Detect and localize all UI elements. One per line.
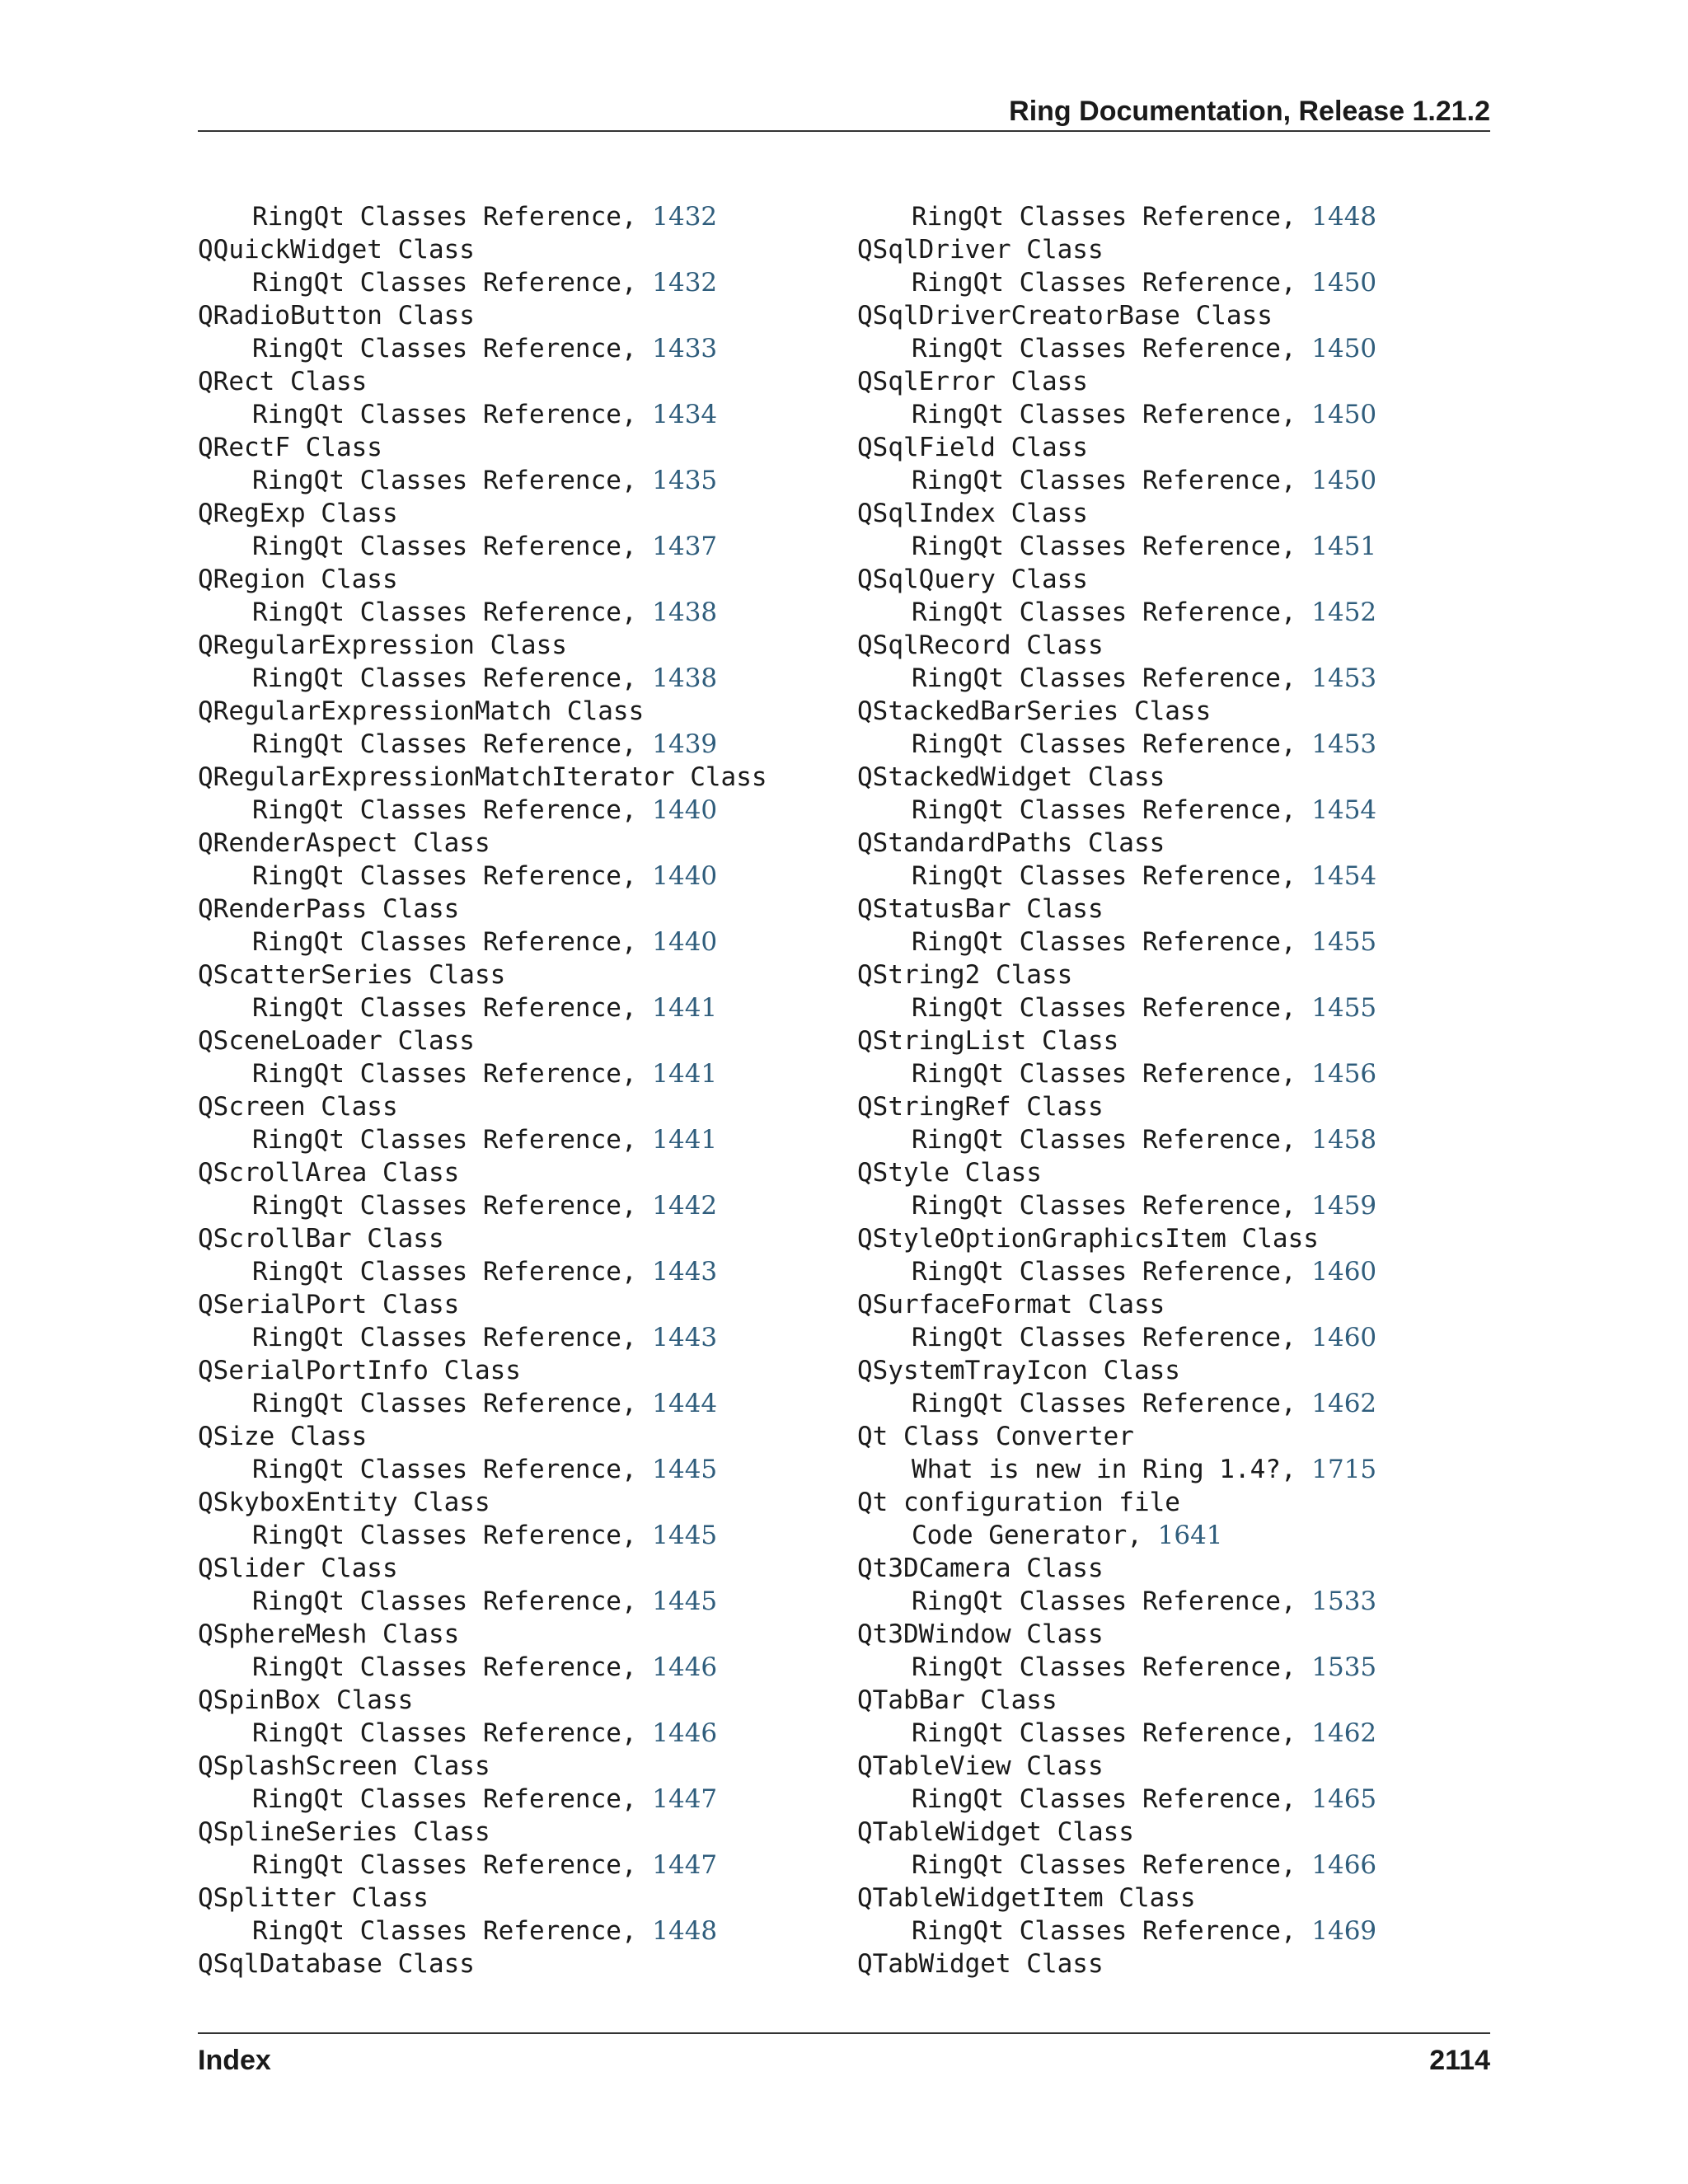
index-subentry xyxy=(198,200,824,233)
index-subentry-label: RingQt Classes Reference xyxy=(912,598,1281,627)
index-separator: , xyxy=(1280,334,1312,363)
page-number-link[interactable]: 1432 xyxy=(652,268,718,298)
index-separator: , xyxy=(1280,202,1312,232)
index-subentry-label: Code Generator xyxy=(912,1521,1128,1550)
index-separator: , xyxy=(621,1916,653,1946)
index-subentry-label: RingQt Classes Reference xyxy=(252,466,621,495)
page-number-link[interactable]: 1465 xyxy=(1311,1784,1377,1814)
page-number-link[interactable]: 1438 xyxy=(652,598,718,627)
index-subentry xyxy=(198,1717,824,1750)
page-number-link[interactable]: 1439 xyxy=(652,729,718,759)
page-number-link[interactable]: 1445 xyxy=(652,1521,718,1550)
page-number-link[interactable]: 1448 xyxy=(652,1916,718,1946)
index-subentry xyxy=(857,662,1484,695)
page-number-link[interactable]: 1459 xyxy=(1311,1191,1377,1221)
index-separator: , xyxy=(621,598,653,627)
index-separator: , xyxy=(1280,1784,1312,1814)
index-subentry xyxy=(857,1453,1484,1486)
index-separator: , xyxy=(621,532,653,561)
index-subentry-label: RingQt Classes Reference xyxy=(912,202,1281,232)
index-entry: QStandardPaths Class xyxy=(857,828,1165,858)
index-entry: QSpinBox Class xyxy=(198,1685,414,1715)
index-subentry-label: RingQt Classes Reference xyxy=(912,1850,1281,1880)
index-subentry xyxy=(198,530,824,563)
page-number-link[interactable]: 1442 xyxy=(652,1191,718,1221)
page-number-link[interactable]: 1535 xyxy=(1311,1652,1377,1682)
page-number-link[interactable]: 1450 xyxy=(1311,400,1377,429)
index-entry: QTabBar Class xyxy=(857,1685,1057,1715)
page-number-link[interactable]: 1440 xyxy=(652,795,718,825)
page-number-link[interactable]: 1443 xyxy=(652,1323,718,1352)
page-number-link[interactable]: 1438 xyxy=(652,663,718,693)
index-subentry xyxy=(857,860,1484,893)
page-number-link[interactable]: 1460 xyxy=(1311,1323,1377,1352)
page-number-link[interactable]: 1433 xyxy=(652,334,718,363)
page-number-link[interactable]: 1443 xyxy=(652,1257,718,1286)
page-number-link[interactable]: 1434 xyxy=(652,400,718,429)
index-separator: , xyxy=(621,1850,653,1880)
page-number-link[interactable]: 1450 xyxy=(1311,334,1377,363)
index-subentry-label: RingQt Classes Reference xyxy=(912,1586,1281,1616)
index-subentry-label: What is new in Ring 1.4? xyxy=(912,1455,1281,1484)
page-number-link[interactable]: 1462 xyxy=(1311,1718,1377,1748)
index-separator: , xyxy=(1280,268,1312,298)
index-separator: , xyxy=(1280,1257,1312,1286)
index-subentry xyxy=(857,1783,1484,1816)
page-number-link[interactable]: 1437 xyxy=(652,532,718,561)
index-subentry-label: RingQt Classes Reference xyxy=(912,1191,1281,1221)
index-subentry xyxy=(198,1585,824,1618)
index-subentry-label: RingQt Classes Reference xyxy=(252,1125,621,1155)
footer-section-label: Index xyxy=(198,2045,271,2076)
index-subentry xyxy=(198,662,824,695)
index-subentry xyxy=(198,464,824,497)
index-subentry xyxy=(198,1849,824,1882)
index-separator: , xyxy=(1127,1521,1158,1550)
footer-page-number: 2114 xyxy=(1429,2045,1490,2076)
index-separator: , xyxy=(1280,1059,1312,1089)
index-subentry xyxy=(198,926,824,958)
index-entry: QSqlDatabase Class xyxy=(198,1949,475,1979)
index-subentry xyxy=(198,1057,824,1090)
index-subentry xyxy=(198,596,824,629)
page-number-link[interactable]: 1453 xyxy=(1311,663,1377,693)
index-subentry xyxy=(857,728,1484,761)
index-subentry-label: RingQt Classes Reference xyxy=(252,1257,621,1286)
page-number-link[interactable]: 1458 xyxy=(1311,1125,1377,1155)
index-entry: QSerialPort Class xyxy=(198,1290,460,1319)
index-entry: QSurfaceFormat Class xyxy=(857,1290,1165,1319)
index-separator: , xyxy=(621,1257,653,1286)
index-entry: QScrollBar Class xyxy=(198,1224,444,1254)
page-number-link[interactable]: 1453 xyxy=(1311,729,1377,759)
page-number-link[interactable]: 1446 xyxy=(652,1652,718,1682)
index-entry: QScrollArea Class xyxy=(198,1158,460,1188)
index-separator: , xyxy=(1280,795,1312,825)
index-subentry-label: RingQt Classes Reference xyxy=(252,334,621,363)
page-number-link[interactable]: 1448 xyxy=(1311,202,1377,232)
index-subentry xyxy=(198,332,824,365)
index-entry: QRenderAspect Class xyxy=(198,828,490,858)
index-subentry xyxy=(857,596,1484,629)
index-separator: , xyxy=(1280,1191,1312,1221)
index-entry: QStyle Class xyxy=(857,1158,1042,1188)
page-number-link[interactable]: 1456 xyxy=(1311,1059,1377,1089)
index-subentry xyxy=(198,1519,824,1552)
index-entry: QSqlField Class xyxy=(857,433,1088,462)
index-separator: , xyxy=(621,1059,653,1089)
index-entry: QSplashScreen Class xyxy=(198,1751,490,1781)
index-entry: QSplineSeries Class xyxy=(198,1817,490,1847)
page-number-link[interactable]: 1444 xyxy=(652,1389,718,1418)
index-subentry-label: RingQt Classes Reference xyxy=(912,1718,1281,1748)
index-entry: QSerialPortInfo Class xyxy=(198,1356,521,1385)
index-separator: , xyxy=(1280,729,1312,759)
index-entry: QSqlError Class xyxy=(857,367,1088,396)
index-subentry-label: RingQt Classes Reference xyxy=(252,1389,621,1418)
index-separator: , xyxy=(1280,1586,1312,1616)
index-subentry-label: RingQt Classes Reference xyxy=(252,1455,621,1484)
index-entry: QRect Class xyxy=(198,367,368,396)
page-number-link[interactable]: 1440 xyxy=(652,861,718,891)
index-subentry-label: RingQt Classes Reference xyxy=(252,1191,621,1221)
index-separator: , xyxy=(621,334,653,363)
index-subentry-label: RingQt Classes Reference xyxy=(912,1652,1281,1682)
index-subentry-label: RingQt Classes Reference xyxy=(252,1652,621,1682)
page-number-link[interactable]: 1452 xyxy=(1311,598,1377,627)
index-entry: QSqlDriverCreatorBase Class xyxy=(857,301,1273,330)
index-separator: , xyxy=(1280,1125,1312,1155)
index-subentry xyxy=(857,1717,1484,1750)
index-entry: Qt3DWindow Class xyxy=(857,1619,1104,1649)
index-entry: QStyleOptionGraphicsItem Class xyxy=(857,1224,1319,1254)
index-subentry-label: RingQt Classes Reference xyxy=(912,1059,1281,1089)
index-subentry xyxy=(198,1123,824,1156)
index-separator: , xyxy=(1280,1455,1312,1484)
index-separator: , xyxy=(621,1323,653,1352)
index-subentry-label: RingQt Classes Reference xyxy=(252,268,621,298)
index-separator: , xyxy=(621,1521,653,1550)
index-entry: QSlider Class xyxy=(198,1554,398,1583)
page-number-link[interactable]: 1451 xyxy=(1311,532,1377,561)
index-subentry xyxy=(857,1255,1484,1288)
index-entry: QRadioButton Class xyxy=(198,301,475,330)
index-subentry-label: RingQt Classes Reference xyxy=(912,1916,1281,1946)
page-number-link[interactable]: 1460 xyxy=(1311,1257,1377,1286)
index-subentry-label: RingQt Classes Reference xyxy=(252,1718,621,1748)
index-separator: , xyxy=(621,1652,653,1682)
index-subentry-label: RingQt Classes Reference xyxy=(252,663,621,693)
page-number-link[interactable]: 1440 xyxy=(652,927,718,957)
page-number-link[interactable]: 1447 xyxy=(652,1850,718,1880)
index-separator: , xyxy=(621,663,653,693)
index-entry: QRegularExpressionMatchIterator Class xyxy=(198,762,767,792)
index-separator: , xyxy=(1280,598,1312,627)
index-subentry-label: RingQt Classes Reference xyxy=(252,795,621,825)
index-entry: QSqlRecord Class xyxy=(857,630,1104,660)
index-entry: QSqlQuery Class xyxy=(857,565,1088,594)
index-subentry xyxy=(857,1057,1484,1090)
index-subentry xyxy=(198,1321,824,1354)
index-subentry-label: RingQt Classes Reference xyxy=(912,993,1281,1023)
header-title: Ring Documentation, Release 1.21.2 xyxy=(1009,96,1490,127)
index-separator: , xyxy=(1280,466,1312,495)
index-entry: QSceneLoader Class xyxy=(198,1026,475,1056)
index-column-right xyxy=(857,200,1484,1980)
page-number-link[interactable]: 1462 xyxy=(1311,1389,1377,1418)
index-separator: , xyxy=(621,1718,653,1748)
index-separator: , xyxy=(621,202,653,232)
index-subentry-label: RingQt Classes Reference xyxy=(252,1059,621,1089)
index-subentry-label: RingQt Classes Reference xyxy=(912,663,1281,693)
index-subentry xyxy=(857,266,1484,299)
page-number-link[interactable]: 1454 xyxy=(1311,795,1377,825)
index-separator: , xyxy=(1280,1652,1312,1682)
index-separator: , xyxy=(621,466,653,495)
index-subentry-label: RingQt Classes Reference xyxy=(912,400,1281,429)
index-entry: Qt configuration file xyxy=(857,1488,1180,1517)
index-separator: , xyxy=(1280,1850,1312,1880)
index-entry: Qt Class Converter xyxy=(857,1422,1134,1451)
index-separator: , xyxy=(621,1784,653,1814)
index-entry: QStringRef Class xyxy=(857,1092,1104,1122)
index-separator: , xyxy=(1280,663,1312,693)
index-separator: , xyxy=(621,1586,653,1616)
index-separator: , xyxy=(1280,1323,1312,1352)
page-number-link[interactable]: 1455 xyxy=(1311,993,1377,1023)
index-entry: QRenderPass Class xyxy=(198,894,460,924)
index-entry: QTabWidget Class xyxy=(857,1949,1104,1979)
index-subentry xyxy=(857,200,1484,233)
index-subentry xyxy=(198,794,824,827)
index-subentry-label: RingQt Classes Reference xyxy=(252,729,621,759)
index-subentry xyxy=(198,991,824,1024)
index-separator: , xyxy=(1280,400,1312,429)
index-separator: , xyxy=(1280,927,1312,957)
index-subentry xyxy=(198,1189,824,1222)
index-subentry xyxy=(198,1783,824,1816)
index-separator: , xyxy=(621,1125,653,1155)
index-separator: , xyxy=(621,927,653,957)
index-entry: QStringList Class xyxy=(857,1026,1119,1056)
index-subentry xyxy=(857,1123,1484,1156)
index-subentry-label: RingQt Classes Reference xyxy=(252,532,621,561)
index-separator: , xyxy=(621,795,653,825)
index-separator: , xyxy=(621,1455,653,1484)
index-separator: , xyxy=(1280,532,1312,561)
index-entry: QSphereMesh Class xyxy=(198,1619,460,1649)
index-entry: QRegularExpressionMatch Class xyxy=(198,696,645,726)
index-entry: QStackedWidget Class xyxy=(857,762,1165,792)
index-subentry-label: RingQt Classes Reference xyxy=(252,400,621,429)
index-subentry-label: RingQt Classes Reference xyxy=(252,1586,621,1616)
index-subentry-label: RingQt Classes Reference xyxy=(252,1521,621,1550)
index-subentry xyxy=(857,991,1484,1024)
index-entry: QSqlDriver Class xyxy=(857,235,1104,265)
page-footer xyxy=(198,2032,1490,2079)
index-entry: QScreen Class xyxy=(198,1092,398,1122)
index-entry: QStatusBar Class xyxy=(857,894,1104,924)
index-subentry xyxy=(198,1387,824,1420)
page-number-link[interactable]: 1432 xyxy=(652,202,718,232)
index-entry: QRegularExpression Class xyxy=(198,630,567,660)
page-header xyxy=(198,92,1490,132)
index-subentry-label: RingQt Classes Reference xyxy=(912,927,1281,957)
index-separator: , xyxy=(621,268,653,298)
index-entry: QQuickWidget Class xyxy=(198,235,475,265)
index-entry: QSize Class xyxy=(198,1422,368,1451)
page-number-link[interactable]: 1441 xyxy=(652,1059,718,1089)
index-subentry-label: RingQt Classes Reference xyxy=(252,861,621,891)
index-separator: , xyxy=(621,993,653,1023)
index-separator: , xyxy=(621,1389,653,1418)
index-entry: QStackedBarSeries Class xyxy=(857,696,1212,726)
index-subentry xyxy=(857,1651,1484,1684)
index-subentry xyxy=(198,398,824,431)
index-subentry-label: RingQt Classes Reference xyxy=(912,1389,1281,1418)
index-column-left xyxy=(198,200,824,1980)
index-subentry-label: RingQt Classes Reference xyxy=(912,1784,1281,1814)
index-entry: QString2 Class xyxy=(857,960,1073,990)
index-subentry xyxy=(857,398,1484,431)
index-entry: QSqlIndex Class xyxy=(857,499,1088,528)
index-subentry-label: RingQt Classes Reference xyxy=(252,598,621,627)
index-entry: QTableWidgetItem Class xyxy=(857,1883,1196,1913)
page-number-link[interactable]: 1466 xyxy=(1311,1850,1377,1880)
page-number-link[interactable]: 1533 xyxy=(1311,1586,1377,1616)
index-separator: , xyxy=(621,400,653,429)
index-entry: QSplitter Class xyxy=(198,1883,429,1913)
index-subentry xyxy=(198,1915,824,1947)
page-number-link[interactable]: 1454 xyxy=(1311,861,1377,891)
index-subentry-label: RingQt Classes Reference xyxy=(912,532,1281,561)
index-subentry-label: RingQt Classes Reference xyxy=(252,202,621,232)
index-subentry-label: RingQt Classes Reference xyxy=(912,334,1281,363)
index-separator: , xyxy=(621,1191,653,1221)
page-number-link[interactable]: 1445 xyxy=(652,1586,718,1616)
page-number-link[interactable]: 1450 xyxy=(1311,466,1377,495)
index-subentry-label: RingQt Classes Reference xyxy=(252,1850,621,1880)
index-separator: , xyxy=(1280,861,1312,891)
index-entry: QSystemTrayIcon Class xyxy=(857,1356,1180,1385)
page-number-link[interactable]: 1441 xyxy=(652,993,718,1023)
index-subentry-label: RingQt Classes Reference xyxy=(912,1125,1281,1155)
index-subentry xyxy=(857,1387,1484,1420)
index-subentry xyxy=(857,1189,1484,1222)
index-separator: , xyxy=(621,729,653,759)
page-number-link[interactable]: 1441 xyxy=(652,1125,718,1155)
index-entry: QSkyboxEntity Class xyxy=(198,1488,490,1517)
index-subentry xyxy=(198,728,824,761)
index-subentry xyxy=(857,1519,1484,1552)
index-separator: , xyxy=(1280,993,1312,1023)
page-number-link[interactable]: 1446 xyxy=(652,1718,718,1748)
page-number-link[interactable]: 1469 xyxy=(1311,1916,1377,1946)
index-subentry-label: RingQt Classes Reference xyxy=(912,861,1281,891)
index-subentry-label: RingQt Classes Reference xyxy=(912,1323,1281,1352)
index-subentry-label: RingQt Classes Reference xyxy=(912,466,1281,495)
index-entry: QTableView Class xyxy=(857,1751,1104,1781)
index-subentry xyxy=(857,464,1484,497)
index-subentry xyxy=(857,1849,1484,1882)
index-subentry-label: RingQt Classes Reference xyxy=(252,1916,621,1946)
index-entry: QRectF Class xyxy=(198,433,382,462)
index-subentry-label: RingQt Classes Reference xyxy=(912,1257,1281,1286)
index-entry: QRegion Class xyxy=(198,565,398,594)
index-subentry-label: RingQt Classes Reference xyxy=(912,268,1281,298)
index-separator: , xyxy=(1280,1916,1312,1946)
index-subentry xyxy=(857,926,1484,958)
index-subentry xyxy=(857,332,1484,365)
index-separator: , xyxy=(1280,1718,1312,1748)
page-number-link[interactable]: 1641 xyxy=(1157,1521,1223,1550)
index-subentry xyxy=(198,1255,824,1288)
index-subentry xyxy=(857,794,1484,827)
index-subentry xyxy=(857,1585,1484,1618)
index-entry: QScatterSeries Class xyxy=(198,960,506,990)
index-subentry xyxy=(198,1453,824,1486)
index-subentry-label: RingQt Classes Reference xyxy=(252,993,621,1023)
index-entry: Qt3DCamera Class xyxy=(857,1554,1104,1583)
index-entry: QRegExp Class xyxy=(198,499,398,528)
index-subentry xyxy=(198,860,824,893)
index-subentry xyxy=(198,266,824,299)
index-separator: , xyxy=(621,861,653,891)
page-number-link[interactable]: 1450 xyxy=(1311,268,1377,298)
index-subentry-label: RingQt Classes Reference xyxy=(252,927,621,957)
index-subentry xyxy=(857,1915,1484,1947)
index-subentry xyxy=(198,1651,824,1684)
index-entry: QTableWidget Class xyxy=(857,1817,1134,1847)
index-subentry xyxy=(857,530,1484,563)
index-subentry-label: RingQt Classes Reference xyxy=(252,1323,621,1352)
page-number-link[interactable]: 1455 xyxy=(1311,927,1377,957)
index-subentry-label: RingQt Classes Reference xyxy=(912,795,1281,825)
index-subentry-label: RingQt Classes Reference xyxy=(252,1784,621,1814)
page-number-link[interactable]: 1715 xyxy=(1311,1455,1377,1484)
index-separator: , xyxy=(1280,1389,1312,1418)
page-number-link[interactable]: 1435 xyxy=(652,466,718,495)
index-subentry xyxy=(857,1321,1484,1354)
page-number-link[interactable]: 1445 xyxy=(652,1455,718,1484)
page-number-link[interactable]: 1447 xyxy=(652,1784,718,1814)
index-subentry-label: RingQt Classes Reference xyxy=(912,729,1281,759)
